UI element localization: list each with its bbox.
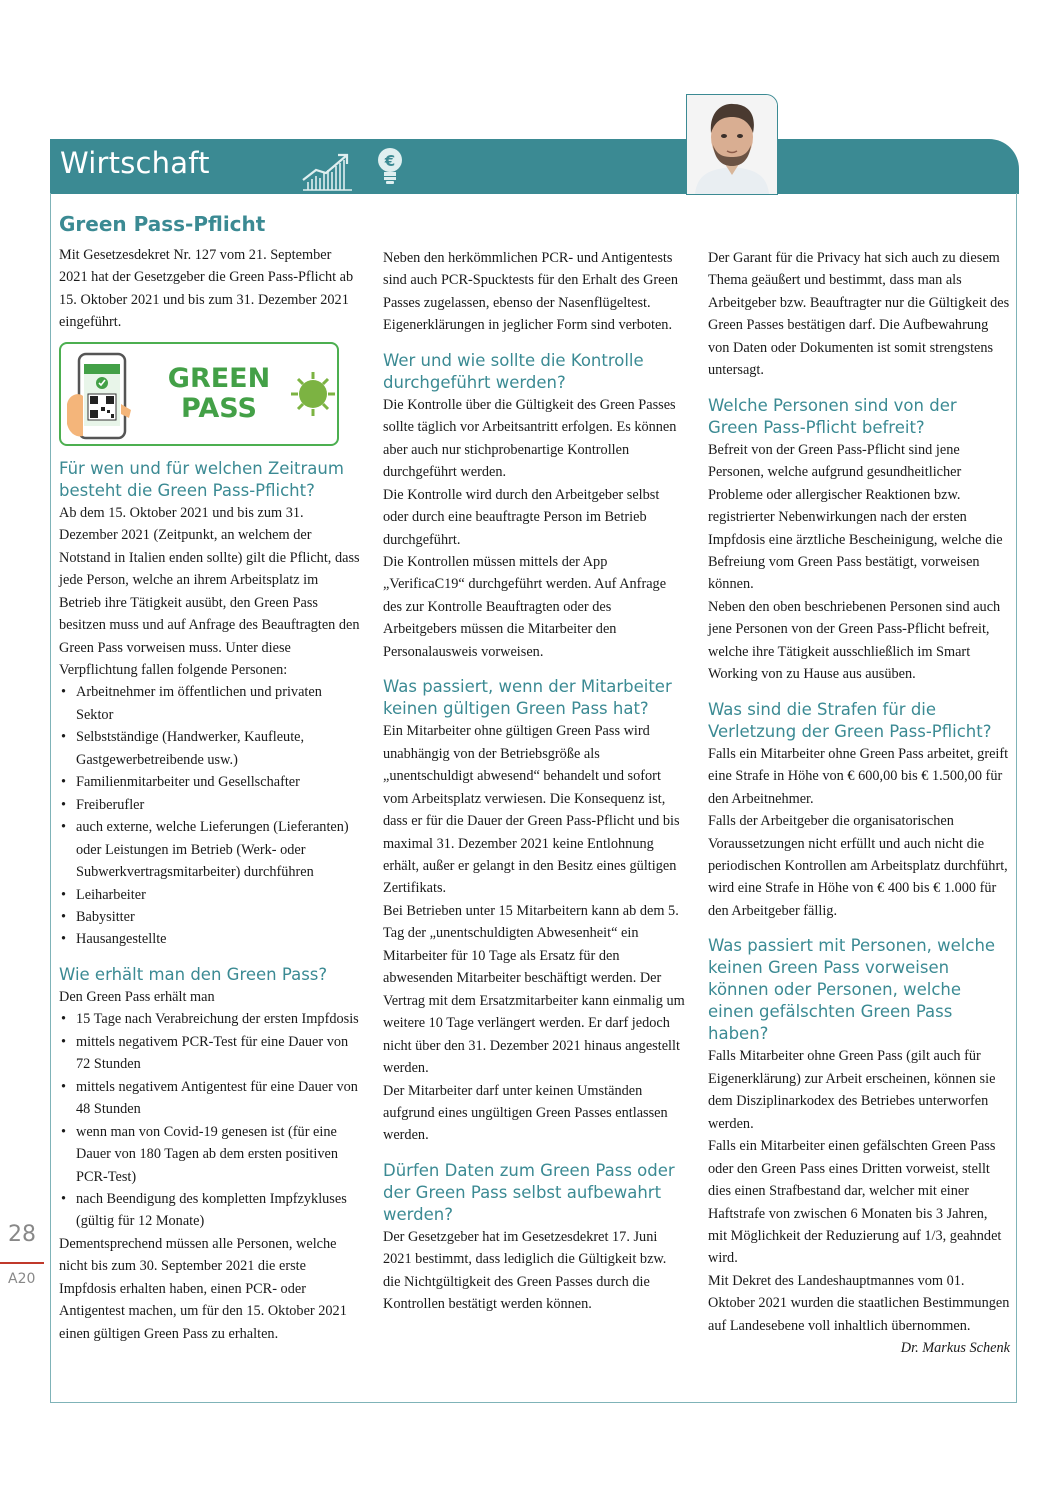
paragraph: Falls ein Mitarbeiter ohne Green Pass arbeitet, greift eine Strafe in Höhe von € 600,00 bis € 1.500,00 für den Arbeitnehmer. xyxy=(708,745,1009,807)
author-portrait xyxy=(686,94,778,195)
paragraph: Befreit von der Green Pass-Pflicht sind jene Personen, welche aufgrund gesundheitlicher Probleme oder allergischer Reaktionen bzw. registrierter Nebenwirkungen nach der ersten Impfdosis eine ärztliche Bescheinigung, welche die Befreiung vom Green Pass bestätigt, vorweisen können. xyxy=(708,441,1003,593)
paragraph: Bei Betrieben unter 15 Mitarbeitern kann ab dem 5. Tag der „unentschuldigten Abwesenheit“ ein Mitarbeiter für 10 Tage als Ersatz für den abwesenden Mitarbeiter beschäftigt werden. Der Vertrag mit dem Ersatzmitarbeiter kann einmalig um weitere 10 Tage verlängert werden. Er darf jedoch nicht über den 31. Dezember 2021 hinaus angestellt werden. xyxy=(383,902,685,1077)
intro-paragraph: Mit Gesetzesdekret Nr. 127 vom 21. September 2021 hat der Gesetzgeber die Green Pass-Pflicht ab 15. Oktober 2021 und bis zum 31. Dezember 2021 eingeführt. xyxy=(59,247,354,331)
chart-growth-icon xyxy=(300,146,356,192)
green-pass-line1: GREEN xyxy=(167,362,271,394)
list-item: • Leiharbeiter xyxy=(59,884,361,906)
list-item: • Hausangestellte xyxy=(59,928,361,950)
list-item: • 15 Tage nach Verabreichung der ersten Impfdosis xyxy=(59,1008,361,1030)
subheading: Wie erhält man den Green Pass? xyxy=(59,964,328,984)
author-signature: Dr. Markus Schenk xyxy=(900,1340,1010,1357)
article-column-3 xyxy=(708,247,1010,1360)
paragraph: Neben den oben beschriebenen Personen sind auch jene Personen von der Green Pass-Pflicht befreit, welche ihre Tätigkeit ausschließlich im Smart Working von zu Hause aus ausüben. xyxy=(708,598,1001,683)
subheading: Dürfen Daten zum Green Pass oder der Green Pass selbst aufbewahrt werden? xyxy=(383,1160,675,1224)
obtain-green-pass-list xyxy=(59,1008,361,1233)
paragraph: Mit Dekret des Landeshauptmannes vom 01. Oktober 2021 wurden die staatlichen Bestimmungen auf Landesebene voll inhaltlich übernommen. xyxy=(708,1272,1010,1334)
list-item: • Familienmitarbeiter und Gesellschafter xyxy=(59,771,361,793)
list-item: • Freiberufler xyxy=(59,794,361,816)
list-item: • Babysitter xyxy=(59,906,361,928)
paragraph: Der Gesetzgeber hat im Gesetzesdekret 17. Juni 2021 bestimmt, dass lediglich die Gültigkeit bzw. die Nichtgültigkeit des Green Passes durch die Kontrollen bestätigt werden können. xyxy=(383,1228,667,1313)
subheading: Was sind die Strafen für die Verletzung der Green Pass-Pflicht? xyxy=(708,699,992,741)
subheading: Für wen und für welchen Zeitraum besteht die Green Pass-Pflicht? xyxy=(59,458,344,500)
subheading: Was passiert, wenn der Mitarbeiter keinen gültigen Green Pass hat? xyxy=(383,677,672,719)
list-item: • Selbstständige (Handwerker, Kaufleute, Gastgewerbetreibende usw.) xyxy=(59,726,361,771)
list-item: • mittels negativem Antigentest für eine Dauer von 48 Stunden xyxy=(59,1076,361,1121)
article-column-2 xyxy=(383,247,685,1316)
issue-label: A20 xyxy=(8,1271,36,1287)
subheading: Welche Personen sind von der Green Pass-Pflicht befreit? xyxy=(708,395,957,437)
subheading: Was passiert mit Personen, welche keinen Green Pass vorweisen können oder Personen, welche einen gefälschten Green Pass haben? xyxy=(708,936,996,1044)
paragraph: Die Kontrolle wird durch den Arbeitgeber selbst oder durch eine beauftragte Person im Betrieb durchgeführt. xyxy=(383,486,660,548)
paragraph: Falls ein Mitarbeiter einen gefälschten Green Pass oder den Green Pass eines Dritten vorweist, stellt dies einen Strafbestand dar, welcher mit einer Haftstrafe von zwischen 6 Monaten bis 3 Jahren, mit Möglichkeit der Reduzierung auf 1/3, geahndet wird. xyxy=(708,1138,1002,1267)
paragraph: Neben den herkömmlichen PCR- und Antigentests sind auch PCR-Spucktests für den Erhalt des Green Passes zugelassen, ebenso der Nasenflügeltest. xyxy=(383,250,679,311)
section-title: Wirtschaft xyxy=(60,146,210,180)
green-pass-image xyxy=(59,342,339,446)
article-title: Green Pass-Pflicht xyxy=(59,212,266,236)
paragraph: Ab dem 15. Oktober 2021 und bis zum 31. Dezember 2021 (Zeitpunkt, an welchem der Notstand in Italien enden sollte) gilt die Pflicht, dass jede Person, welche an ihrem Arbeitsplatz im Betrieb ihre Tätigkeit ausübt, den Green Pass besitzen muss und auf Anfrage des Beauftragten den Green Pass vorweisen muss. Unter diese Verpflichtung fallen folgende Personen: xyxy=(59,504,360,678)
list-item: • nach Beendigung des kompletten Impfzykluses (gültig für 12 Monate) xyxy=(59,1188,361,1233)
paragraph: Falls Mitarbeiter ohne Green Pass (gilt auch für Eigenerklärung) zur Arbeit erscheinen, können sie dem Disziplinarkodex des Betriebes unterworfen werden. xyxy=(708,1048,996,1132)
paragraph: Eigenerklärungen in jeglicher Form sind verboten. xyxy=(383,317,673,334)
list-item: • wenn man von Covid-19 genesen ist (für eine Dauer von 180 Tagen ab dem ersten positiven PCR-Test) xyxy=(59,1121,361,1188)
paragraph: Die Kontrollen müssen mittels der App „VerificaC19“ durchgeführt werden. Auf Anfrage des zur Kontrolle Beauftragten oder des Arbeitgebers müssen die Mitarbeiter den Personalausweis vorweisen. xyxy=(383,553,667,660)
eligible-persons-list xyxy=(59,681,361,950)
paragraph: Dementsprechend müssen alle Personen, welche nicht bis zum 30. September 2021 die erste Impfdosis erhalten haben, einen PCR- oder Antigentest machen, um für den 15. Oktober 2021 einen gültigen Green Pass zu erhalten. xyxy=(59,1235,347,1342)
article-column-1 xyxy=(59,210,361,1345)
page-number-divider xyxy=(0,1262,44,1264)
list-item: • Arbeitnehmer im öffentlichen und privaten Sektor xyxy=(59,681,361,726)
green-pass-line2: PASS xyxy=(181,392,257,424)
paragraph: Der Mitarbeiter darf unter keinen Umständen aufgrund eines ungültigen Green Passes entlassen werden. xyxy=(383,1082,668,1144)
svg-text:€: € xyxy=(384,152,396,170)
lightbulb-euro-icon xyxy=(372,146,408,190)
paragraph: Die Kontrolle über die Gültigkeit des Green Passes sollte täglich vor Arbeitsantritt erfolgen. Es können aber auch nur stichprobenartige Kontrollen durchgeführt werden. xyxy=(383,396,677,481)
subheading: Wer und wie sollte die Kontrolle durchgeführt werden? xyxy=(383,350,644,392)
list-item: • mittels negativem PCR-Test für eine Dauer von 72 Stunden xyxy=(59,1031,361,1076)
paragraph: Den Green Pass erhält man xyxy=(59,988,215,1005)
page-number: 28 xyxy=(8,1222,36,1247)
paragraph: Ein Mitarbeiter ohne gültigen Green Pass wird unabhängig von der Betriebsgröße als „unentschuldigt abwesend“ behandelt und sofort vom Arbeitsplatz verwiesen. Die Konsequenz ist, dass er für die Dauer der Green Pass-Pflicht und bis maximal 31. Dezember 2021 keine Entlohnung erhält, außer er gelangt in den Besitz eines gültigen Zertifikats. xyxy=(383,723,680,897)
paragraph: Der Garant für die Privacy hat sich auch zu diesem Thema geäußert und bestimmt, dass man als Arbeitgeber bzw. Beauftragter nur die Gültigkeit des Green Passes bestätigen darf. Die Aufbewahrung von Daten oder Dokumenten ist somit strengstens untersagt. xyxy=(708,250,1010,379)
list-item: • auch externe, welche Lieferungen (Lieferanten) oder Leistungen im Betrieb (Werk- oder Subwerkvertragsmitarbeiter) durchführen xyxy=(59,816,361,883)
paragraph: Falls der Arbeitgeber die organisatorischen Voraussetzungen nicht erfüllt und auch nicht die periodischen Kontrollen am Arbeitsplatz durchführt, wird eine Strafe in Höhe von € 400 bis € 1.000 für den Arbeitgeber fällig. xyxy=(708,813,1008,919)
